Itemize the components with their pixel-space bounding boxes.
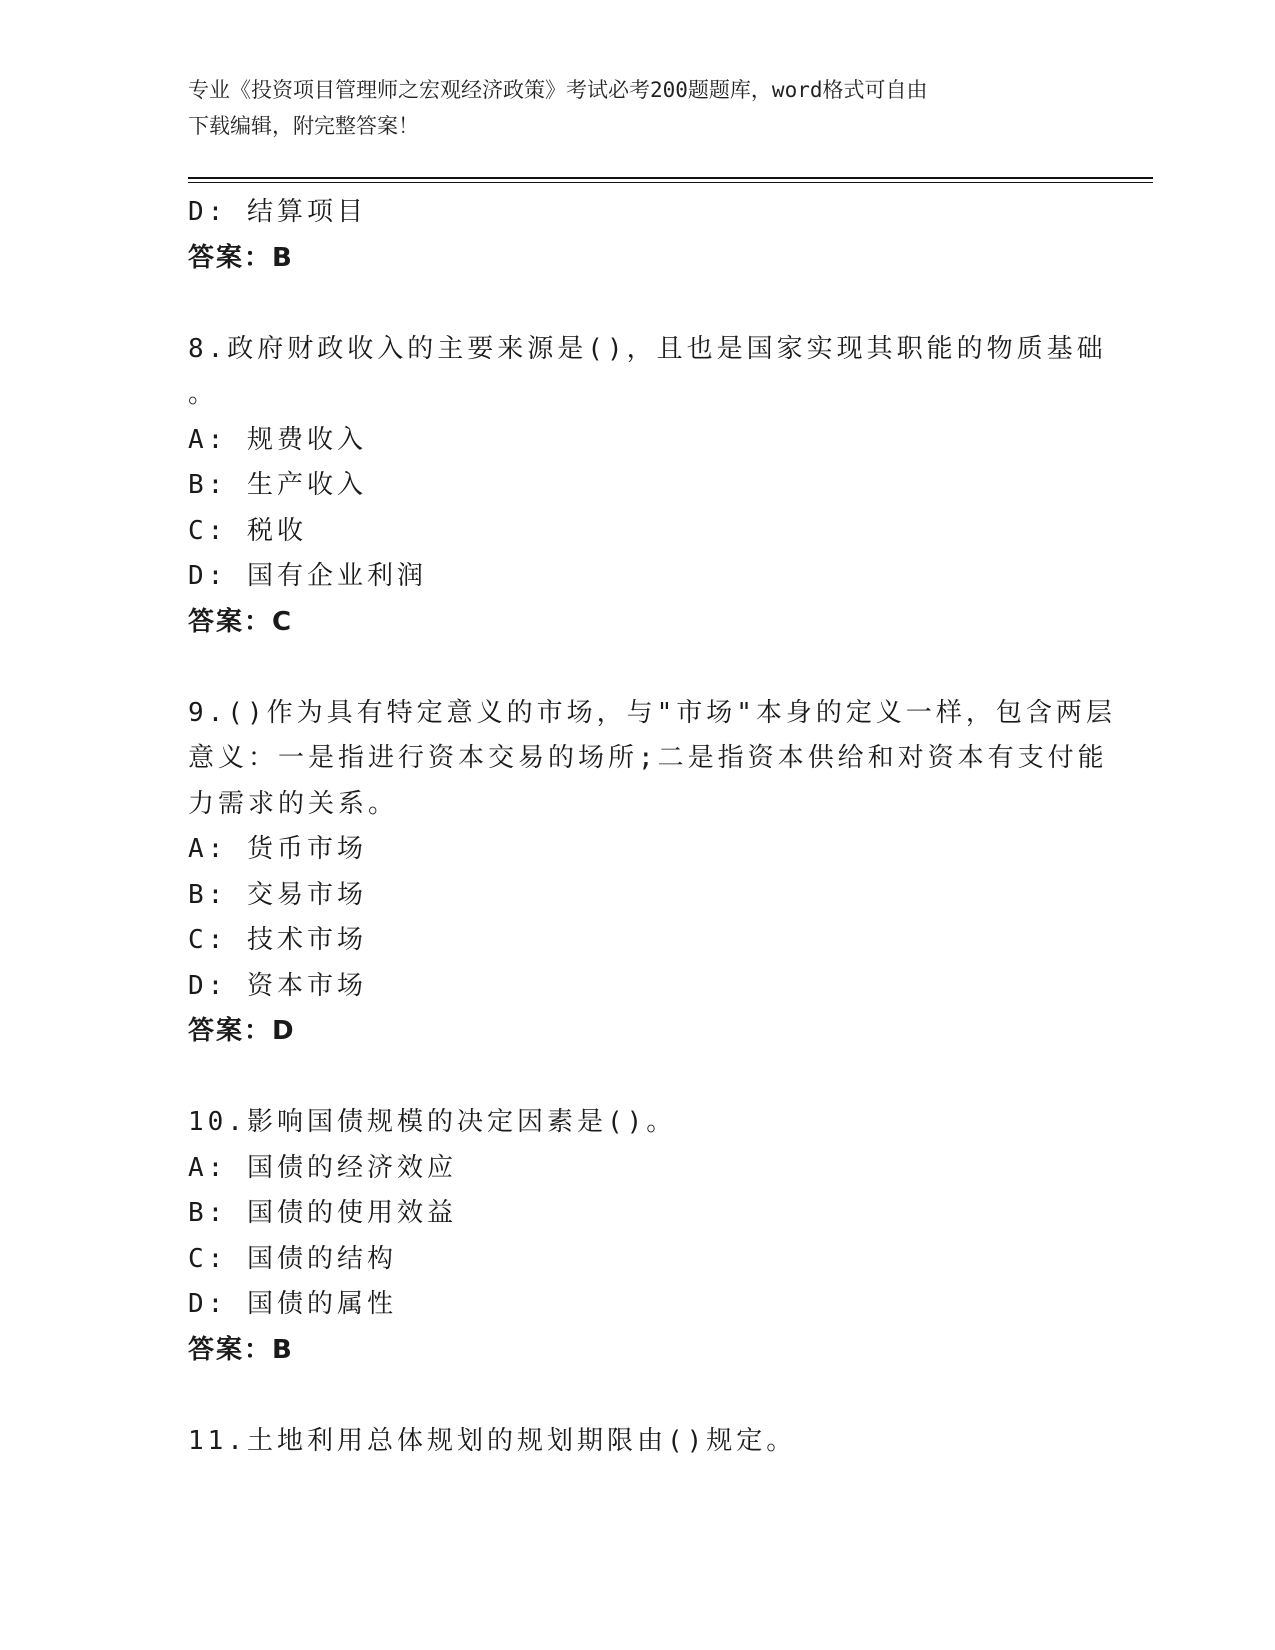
question-9-answer: 答案：D [188, 1016, 296, 1046]
question-8-option-d: D: 国有企业利润 [188, 561, 427, 591]
question-9-text-2: 意义：一是指进行资本交易的场所;二是指资本供给和对资本有支付能 [188, 743, 1108, 773]
question-8-text-1: 8.政府财政收入的主要来源是()，且也是国家实现其职能的物质基础 [188, 333, 1107, 364]
spacer [188, 281, 1088, 327]
question-10-answer: 答案：B [188, 1334, 294, 1365]
question-8 [188, 327, 1107, 646]
spacer [188, 1373, 1088, 1419]
header-line-1: 专业《投资项目管理师之宏观经济政策》考试必考200题题库，word格式可自由 [188, 78, 928, 102]
question-9-option-c: C: 技术市场 [188, 925, 367, 955]
question-9-option-b: B: 交易市场 [188, 879, 367, 910]
question-10-option-c: C: 国债的结构 [188, 1243, 397, 1274]
question-9-option-a: A: 货币市场 [188, 834, 367, 864]
page-header [188, 72, 1088, 144]
question-9-option-d: D: 资本市场 [188, 970, 367, 1001]
question-10-option-d: D: 国债的属性 [188, 1289, 397, 1319]
spacer [188, 1055, 1088, 1101]
question-10 [188, 1100, 1088, 1373]
question-8-option-a: A: 规费收入 [188, 424, 367, 455]
question-10-option-b: B: 国债的使用效益 [188, 1198, 457, 1228]
prev-answer: 答案：B [188, 242, 294, 273]
spacer [188, 645, 1088, 691]
question-11-text: 11.土地利用总体规划的规划期限由()规定。 [188, 1425, 797, 1456]
header-rule-thin [188, 182, 1153, 183]
prev-option-d: D: 结算项目 [188, 197, 367, 227]
question-11 [188, 1419, 1088, 1465]
question-content [188, 190, 1116, 1464]
question-10-option-a: A: 国债的经济效应 [188, 1152, 457, 1183]
header-line-2: 下载编辑，附完整答案！ [188, 114, 419, 138]
question-8-option-c: C: 税收 [188, 515, 307, 546]
question-9-text-1: 9.()作为具有特定意义的市场，与"市场"本身的定义一样，包含两层 [188, 697, 1116, 728]
question-8-text-2: 。 [188, 379, 219, 409]
question-8-option-b: B: 生产收入 [188, 470, 367, 500]
question-10-text: 10.影响国债规模的决定因素是()。 [188, 1107, 677, 1137]
question-8-answer: 答案：C [188, 606, 294, 637]
question-9-text-3: 力需求的关系。 [188, 788, 399, 819]
question-9 [188, 691, 1116, 1055]
header-rule-thick [188, 177, 1153, 179]
